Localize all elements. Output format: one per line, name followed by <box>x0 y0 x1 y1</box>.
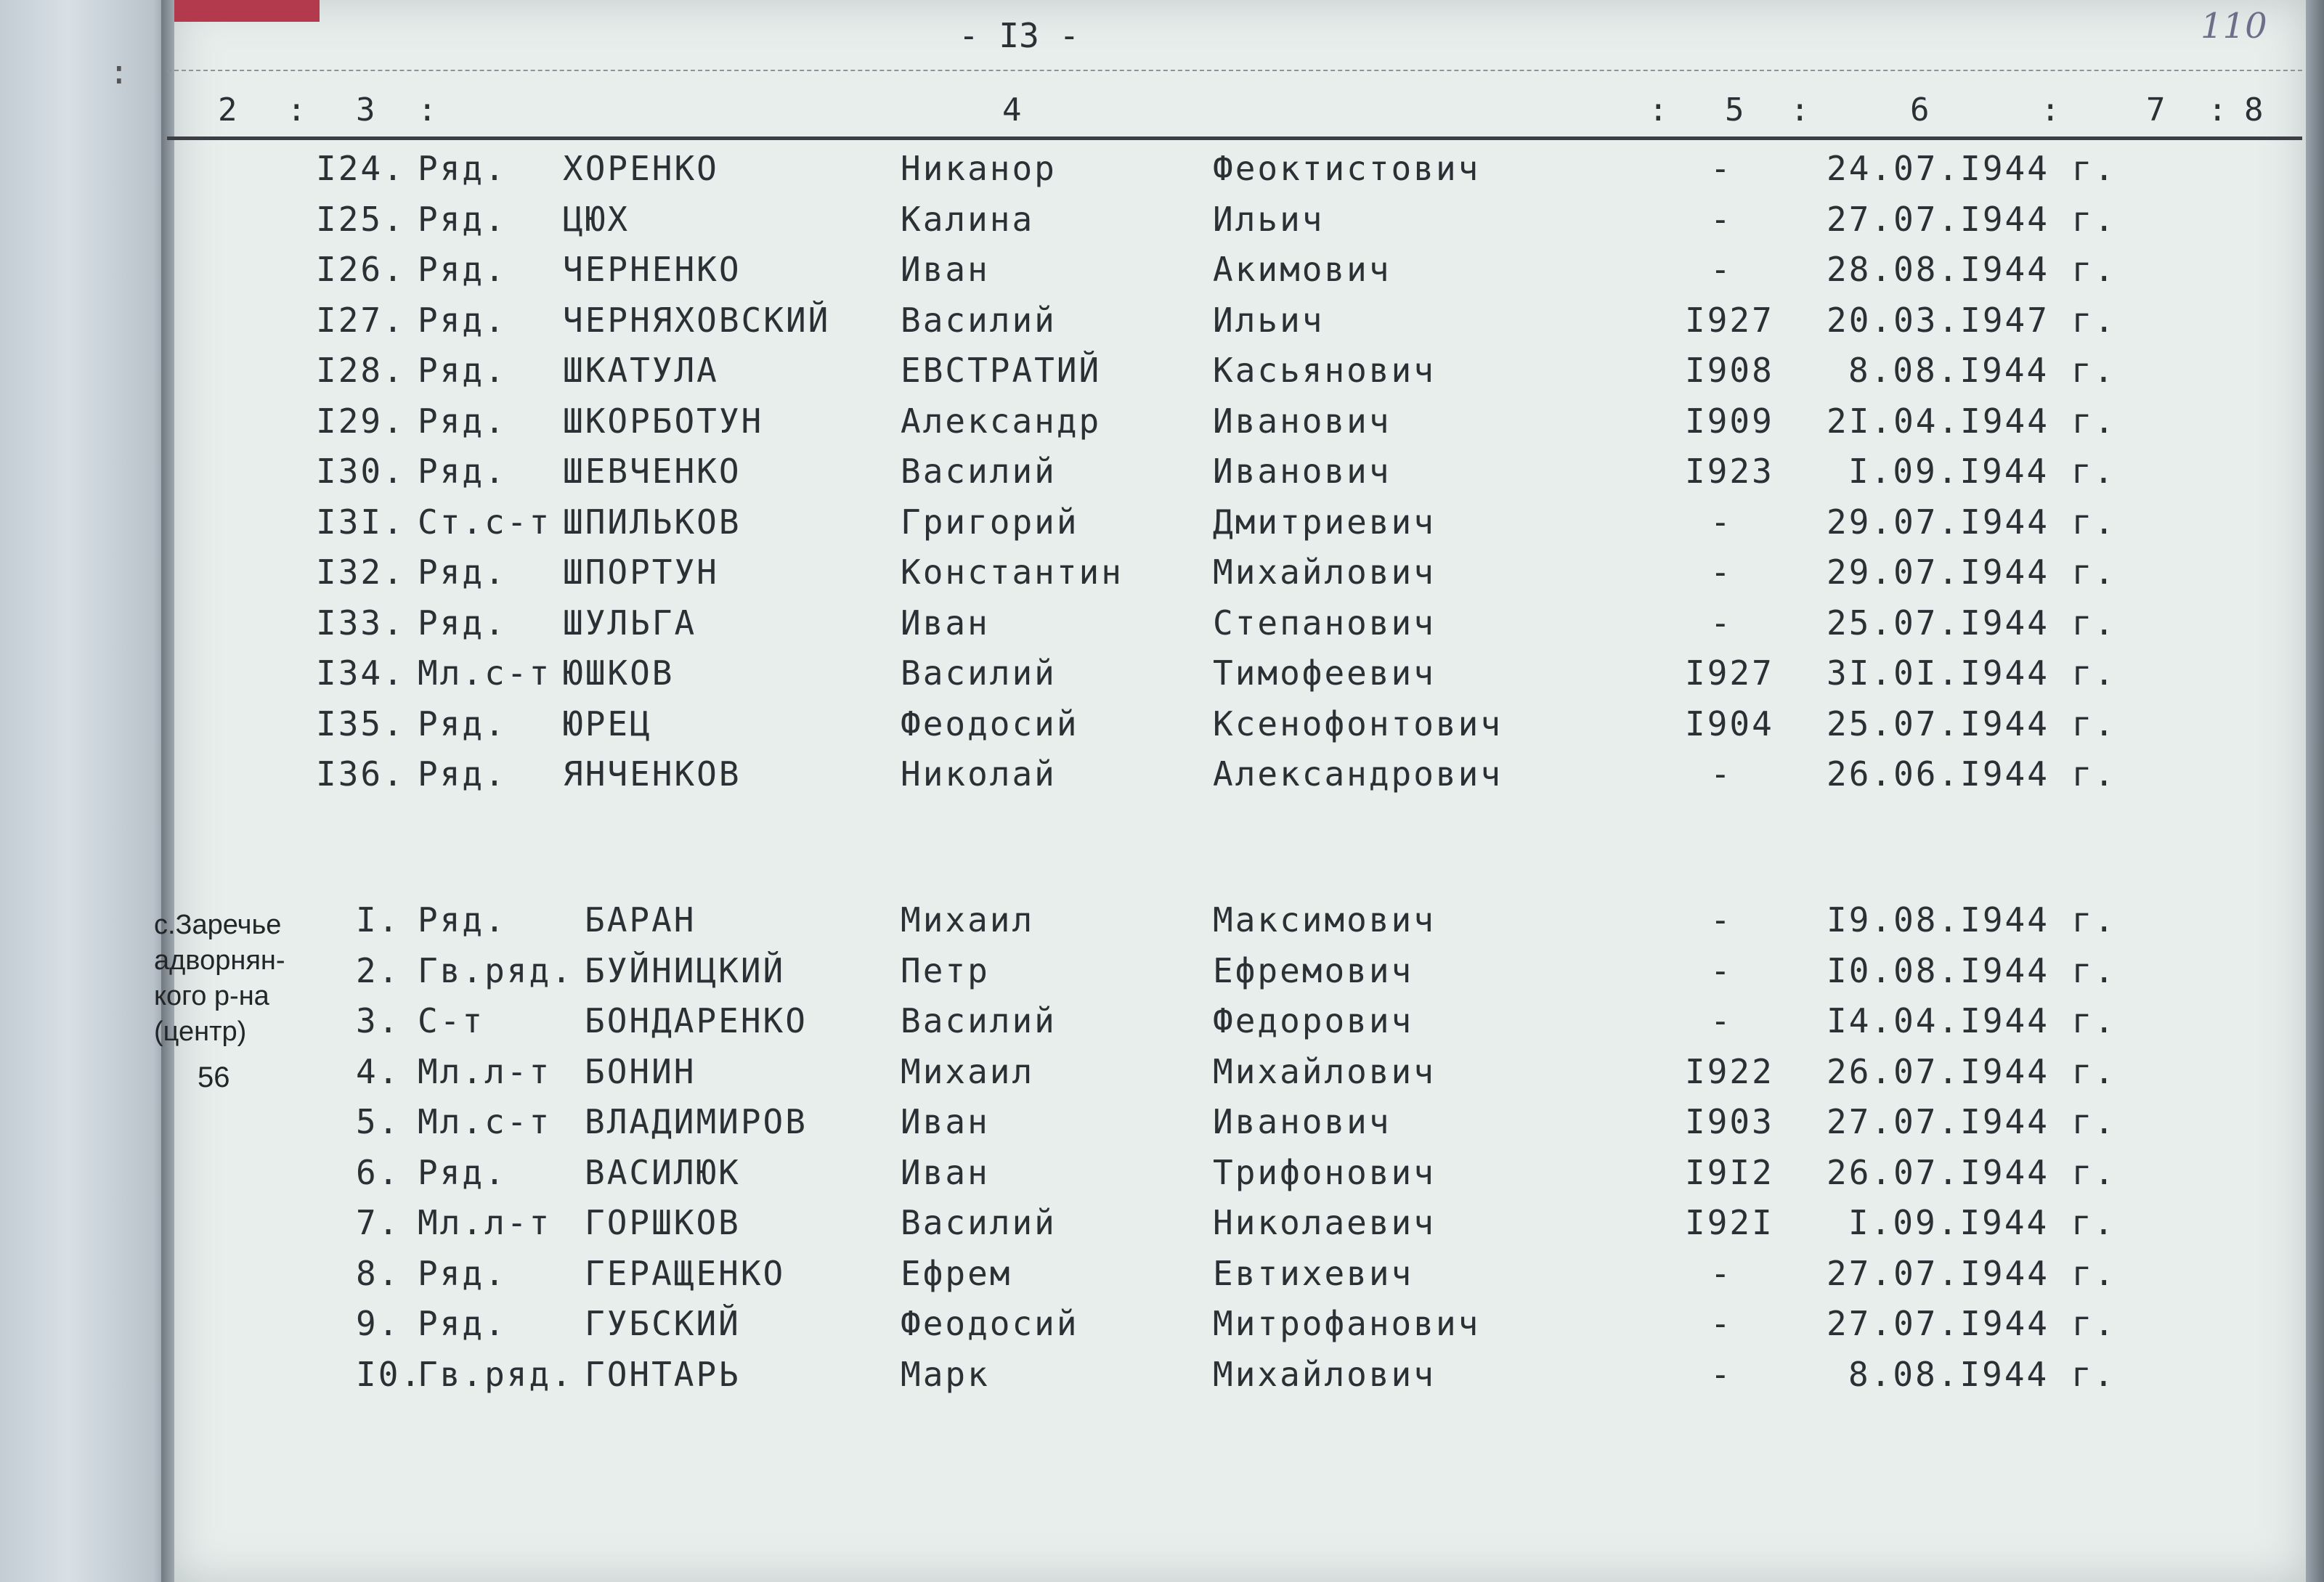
cell-rank: Ряд. <box>418 452 507 491</box>
cell-year: - <box>1710 900 1733 939</box>
cell-name: Николай <box>901 754 1057 794</box>
cell-patronymic: Иванович <box>1213 1102 1391 1141</box>
cell-date: I4.04.I944 г. <box>1827 1001 2117 1040</box>
cell-rank: С-т <box>418 1001 485 1040</box>
cell-date: 8.08.I944 г. <box>1848 1354 2116 1394</box>
cell-name: Василий <box>901 300 1057 340</box>
location-line: адворнян- <box>154 945 285 976</box>
cell-patronymic: Трифонович <box>1213 1152 1436 1192</box>
column-header: 5 <box>1725 91 1744 129</box>
cell-patronymic: Михайлович <box>1213 553 1436 592</box>
cell-surname: БОНДАРЕНКО <box>585 1001 808 1040</box>
cell-num: 6. <box>356 1152 401 1192</box>
cell-surname: ГОНТАРЬ <box>585 1354 741 1394</box>
cell-num: I25. <box>316 199 405 239</box>
cell-surname: ГОРШКОВ <box>585 1203 741 1242</box>
cell-patronymic: Ильич <box>1213 300 1325 340</box>
cell-num: I32. <box>316 553 405 592</box>
cell-num: I3I. <box>316 502 405 542</box>
cell-year: I908 <box>1685 351 1774 390</box>
cell-num: I28. <box>316 351 405 390</box>
cell-name: Константин <box>901 553 1124 592</box>
cell-date: 2I.04.I944 г. <box>1827 401 2117 441</box>
cell-num: I26. <box>316 250 405 289</box>
column-separator: : <box>287 91 306 129</box>
cell-patronymic: Николаевич <box>1213 1203 1436 1242</box>
location-line: (центр) <box>154 1016 247 1047</box>
column-header: 7 <box>2146 91 2166 129</box>
cell-patronymic: Феоктистович <box>1213 149 1481 188</box>
cell-patronymic: Ксенофонтович <box>1213 704 1503 743</box>
table-row <box>0 452 2132 501</box>
cell-num: I24. <box>316 149 405 188</box>
cell-patronymic: Михайлович <box>1213 1051 1436 1091</box>
cell-patronymic: Тимофеевич <box>1213 653 1436 693</box>
cell-patronymic: Митрофанович <box>1213 1304 1481 1343</box>
cell-num: 4. <box>356 1051 401 1091</box>
cell-date: 28.08.I944 г. <box>1827 250 2117 289</box>
cell-year: - <box>1710 1354 1733 1394</box>
cell-patronymic: Касьянович <box>1213 351 1436 390</box>
cell-num: I0. <box>356 1354 423 1394</box>
cell-date: I0.08.I944 г. <box>1827 950 2117 990</box>
cell-name: Василий <box>901 1203 1057 1242</box>
cell-year: - <box>1710 603 1733 643</box>
cell-name: Александр <box>901 401 1102 441</box>
cell-year: I927 <box>1685 300 1774 340</box>
cell-rank: Ряд. <box>418 900 507 939</box>
cell-name: Василий <box>901 1001 1057 1040</box>
cell-date: 25.07.I944 г. <box>1827 704 2117 743</box>
cell-patronymic: Максимович <box>1213 900 1436 939</box>
cell-rank: Ряд. <box>418 351 507 390</box>
cell-date: 27.07.I944 г. <box>1827 1253 2117 1293</box>
table-row <box>0 1355 2132 1404</box>
cell-name: Иван <box>901 1152 990 1192</box>
cell-name: Иван <box>901 1102 990 1141</box>
cell-date: 26.07.I944 г. <box>1827 1051 2117 1091</box>
cell-name: Петр <box>901 950 990 990</box>
cell-surname: ГЕРАЩЕНКО <box>585 1253 786 1293</box>
cell-rank: Ряд. <box>418 1152 507 1192</box>
location-line: кого р-на <box>154 981 269 1011</box>
cell-rank: Ряд. <box>418 754 507 794</box>
cell-surname: ВЛАДИМИРОВ <box>585 1102 808 1141</box>
cell-num: I27. <box>316 300 405 340</box>
cell-name: Иван <box>901 603 990 643</box>
table-row <box>0 1052 2132 1101</box>
cell-num: I30. <box>316 452 405 491</box>
column-separator: : <box>418 91 437 129</box>
cell-rank: Ст.с-т <box>418 502 552 542</box>
column-header: 3 <box>356 91 375 129</box>
cell-num: 5. <box>356 1102 401 1141</box>
cell-year: - <box>1710 149 1733 188</box>
cell-rank: Ряд. <box>418 300 507 340</box>
cell-surname: ВАСИЛЮК <box>585 1152 741 1192</box>
table-row <box>0 754 2132 804</box>
cell-num: I35. <box>316 704 405 743</box>
cell-num: 8. <box>356 1253 401 1293</box>
cell-rank: Ряд. <box>418 149 507 188</box>
column-header: 2 <box>218 91 237 129</box>
cell-date: 27.07.I944 г. <box>1827 199 2117 239</box>
cell-year: I923 <box>1685 452 1774 491</box>
cell-date: 8.08.I944 г. <box>1848 351 2116 390</box>
cell-date: 29.07.I944 г. <box>1827 502 2117 542</box>
cell-rank: Мл.с-т <box>418 653 552 693</box>
column-header: 4 <box>1002 91 1022 129</box>
page-right-edge <box>2306 0 2324 1582</box>
cell-date: 3I.0I.I944 г. <box>1827 653 2117 693</box>
cell-patronymic: Федорович <box>1213 1001 1414 1040</box>
cell-name: Феодосий <box>901 1304 1079 1343</box>
cell-surname: ЮШКОВ <box>563 653 675 693</box>
cell-surname: ШЕВЧЕНКО <box>563 452 742 491</box>
cell-name: ЕВСТРАТИЙ <box>901 351 1102 390</box>
table-row <box>0 603 2132 653</box>
table-row <box>0 401 2132 451</box>
cell-date: 26.06.I944 г. <box>1827 754 2117 794</box>
cell-surname: ШКОРБОТУН <box>563 401 764 441</box>
cell-rank: Ряд. <box>418 603 507 643</box>
cell-name: Феодосий <box>901 704 1079 743</box>
cell-rank: Гв.ряд. <box>418 950 574 990</box>
binding-mark: : <box>109 52 129 91</box>
cell-date: 25.07.I944 г. <box>1827 603 2117 643</box>
cell-name: Марк <box>901 1354 990 1394</box>
cell-num: I. <box>356 900 401 939</box>
cell-rank: Гв.ряд. <box>418 1354 574 1394</box>
cell-rank: Мл.с-т <box>418 1102 552 1141</box>
location-line: с.Заречье <box>154 910 282 940</box>
cell-rank: Ряд. <box>418 553 507 592</box>
table-row <box>0 502 2132 552</box>
cell-year: I922 <box>1685 1051 1774 1091</box>
cell-patronymic: Ильич <box>1213 199 1325 239</box>
cell-name: Михаил <box>901 1051 1035 1091</box>
cell-rank: Ряд. <box>418 401 507 441</box>
cell-name: Калина <box>901 199 1035 239</box>
cell-surname: ЯНЧЕНКОВ <box>563 754 742 794</box>
column-header: 6 <box>1910 91 1930 129</box>
header-dotted-rule <box>167 70 2302 71</box>
table-row <box>0 653 2132 703</box>
cell-rank: Ряд. <box>418 250 507 289</box>
cell-num: I36. <box>316 754 405 794</box>
cell-year: I903 <box>1685 1102 1774 1141</box>
table-row <box>0 250 2132 299</box>
cell-patronymic: Акимович <box>1213 250 1391 289</box>
cell-name: Михаил <box>901 900 1035 939</box>
cell-surname: БОНИН <box>585 1051 696 1091</box>
cell-surname: ГУБСКИЙ <box>585 1304 741 1343</box>
table-row <box>0 200 2132 249</box>
column-header: 8 <box>2244 91 2264 129</box>
cell-surname: ШПОРТУН <box>563 553 719 592</box>
cell-name: Иван <box>901 250 990 289</box>
table-row <box>0 301 2132 350</box>
cell-patronymic: Степанович <box>1213 603 1436 643</box>
location-count: 56 <box>198 1061 230 1093</box>
table-row <box>0 1102 2132 1151</box>
cell-year: - <box>1710 1304 1733 1343</box>
table-row <box>0 351 2132 400</box>
column-separator: : <box>2208 91 2227 129</box>
cell-year: I904 <box>1685 704 1774 743</box>
cell-rank: Ряд. <box>418 704 507 743</box>
column-separator: : <box>2041 91 2060 129</box>
cell-year: - <box>1710 502 1733 542</box>
cell-date: 24.07.I944 г. <box>1827 149 2117 188</box>
cell-num: I29. <box>316 401 405 441</box>
cell-name: Василий <box>901 653 1057 693</box>
cell-num: 9. <box>356 1304 401 1343</box>
cell-patronymic: Иванович <box>1213 401 1391 441</box>
cell-date: 27.07.I944 г. <box>1827 1304 2117 1343</box>
cell-date: I.09.I944 г. <box>1848 1203 2116 1242</box>
cell-rank: Мл.л-т <box>418 1051 552 1091</box>
folio-number: 110 <box>2201 6 2267 46</box>
page-number: - I3 - <box>959 16 1080 55</box>
cell-year: - <box>1710 1001 1733 1040</box>
cell-surname: БАРАН <box>585 900 696 939</box>
cell-surname: ШПИЛЬКОВ <box>563 502 742 542</box>
cell-name: Василий <box>901 452 1057 491</box>
cell-patronymic: Михайлович <box>1213 1354 1436 1394</box>
header-solid-rule <box>167 136 2302 140</box>
cell-year: I9I2 <box>1685 1152 1774 1192</box>
cell-num: 3. <box>356 1001 401 1040</box>
cell-date: I9.08.I944 г. <box>1827 900 2117 939</box>
cell-date: 26.07.I944 г. <box>1827 1152 2117 1192</box>
cell-year: - <box>1710 199 1733 239</box>
column-separator: : <box>1790 91 1810 129</box>
column-separator: : <box>1649 91 1668 129</box>
table-row <box>0 553 2132 602</box>
table-row <box>0 1153 2132 1202</box>
table-row <box>0 149 2132 198</box>
cell-surname: БУЙНИЦКИЙ <box>585 950 786 990</box>
cell-rank: Ряд. <box>418 1304 507 1343</box>
cell-surname: ШКАТУЛА <box>563 351 719 390</box>
cell-patronymic: Ефремович <box>1213 950 1414 990</box>
cell-rank: Ряд. <box>418 1253 507 1293</box>
cell-year: - <box>1710 250 1733 289</box>
cell-name: Ефрем <box>901 1253 1012 1293</box>
cell-rank: Ряд. <box>418 199 507 239</box>
cell-surname: ЧЕРНЕНКО <box>563 250 742 289</box>
cell-name: Григорий <box>901 502 1079 542</box>
red-edge <box>174 0 320 22</box>
cell-year: - <box>1710 950 1733 990</box>
cell-date: 29.07.I944 г. <box>1827 553 2117 592</box>
cell-rank: Мл.л-т <box>418 1203 552 1242</box>
cell-date: 27.07.I944 г. <box>1827 1102 2117 1141</box>
cell-year: - <box>1710 553 1733 592</box>
cell-surname: ШУЛЬГА <box>563 603 697 643</box>
table-row <box>0 1304 2132 1353</box>
table-row <box>0 1254 2132 1303</box>
cell-num: I34. <box>316 653 405 693</box>
cell-surname: ЮРЕЦ <box>563 704 652 743</box>
burial-location <box>154 908 336 1050</box>
cell-year: - <box>1710 754 1733 794</box>
cell-patronymic: Евтихевич <box>1213 1253 1414 1293</box>
table-row <box>0 704 2132 754</box>
cell-surname: ЧЕРНЯХОВСКИЙ <box>563 300 831 340</box>
cell-num: I33. <box>316 603 405 643</box>
table-row <box>0 1203 2132 1252</box>
cell-patronymic: Иванович <box>1213 452 1391 491</box>
cell-surname: ЦЮХ <box>563 199 630 239</box>
cell-date: I.09.I944 г. <box>1848 452 2116 491</box>
cell-name: Никанор <box>901 149 1057 188</box>
cell-year: I92I <box>1685 1203 1774 1242</box>
cell-date: 20.03.I947 г. <box>1827 300 2117 340</box>
cell-patronymic: Дмитриевич <box>1213 502 1436 542</box>
cell-num: 2. <box>356 950 401 990</box>
cell-year: I927 <box>1685 653 1774 693</box>
cell-surname: ХОРЕНКО <box>563 149 719 188</box>
cell-year: - <box>1710 1253 1733 1293</box>
cell-year: I909 <box>1685 401 1774 441</box>
cell-patronymic: Александрович <box>1213 754 1503 794</box>
cell-num: 7. <box>356 1203 401 1242</box>
